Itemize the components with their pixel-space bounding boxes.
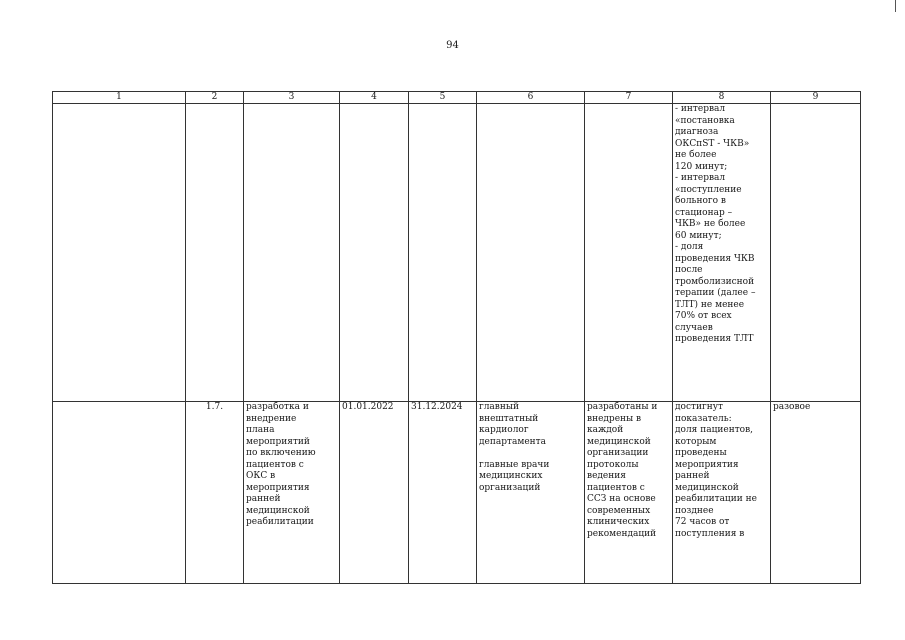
table-cell xyxy=(53,402,186,584)
table-cell: - интервал «постановка диагноза ОКСпST - ЧКВ» не более 120 минут; - интервал «поступление больного в стационар – ЧКВ» не более 60 минут; - доля проведения ЧКВ после тромболизисной терапии (далее – ТЛТ) не менее 70% от всех случаев проведения ТЛТ xyxy=(673,104,771,402)
table-cell xyxy=(340,104,409,402)
table-cell xyxy=(409,104,477,402)
table-cell xyxy=(771,104,861,402)
column-header-2: 2 xyxy=(186,92,244,104)
column-header-5: 5 xyxy=(409,92,477,104)
column-header-1: 1 xyxy=(53,92,186,104)
column-header-8: 8 xyxy=(673,92,771,104)
table-cell: 01.01.2022 xyxy=(340,402,409,584)
column-header-3: 3 xyxy=(244,92,340,104)
table-cell: 1.7. xyxy=(186,402,244,584)
page-number: 94 xyxy=(446,40,459,51)
table-cell xyxy=(477,104,585,402)
table-cell: разработка и внедрение плана мероприятий по включению пациентов с ОКС в мероприятия ранней медицинской реабилитации xyxy=(244,402,340,584)
table-cell xyxy=(186,104,244,402)
column-header-7: 7 xyxy=(585,92,673,104)
table-cell xyxy=(244,104,340,402)
column-header-6: 6 xyxy=(477,92,585,104)
document-table xyxy=(52,91,861,584)
table-cell: разработаны и внедрены в каждой медицинской организации протоколы ведения пациентов с ССЗ на основе современных клинических рекомендаций xyxy=(585,402,673,584)
page-edge-mark xyxy=(895,0,896,12)
column-header-9: 9 xyxy=(771,92,861,104)
table-row xyxy=(53,104,861,402)
column-header-4: 4 xyxy=(340,92,409,104)
table-row xyxy=(53,402,861,584)
table-cell xyxy=(585,104,673,402)
table-cell: достигнут показатель: доля пациентов, которым проведены мероприятия ранней медицинской реабилитации не позднее 72 часов от поступления в xyxy=(673,402,771,584)
table-cell: 31.12.2024 xyxy=(409,402,477,584)
table-cell xyxy=(53,104,186,402)
table-cell: разовое xyxy=(771,402,861,584)
header-row xyxy=(53,92,861,104)
table-cell: главный внештатный кардиолог департамента главные врачи медицинских организаций xyxy=(477,402,585,584)
